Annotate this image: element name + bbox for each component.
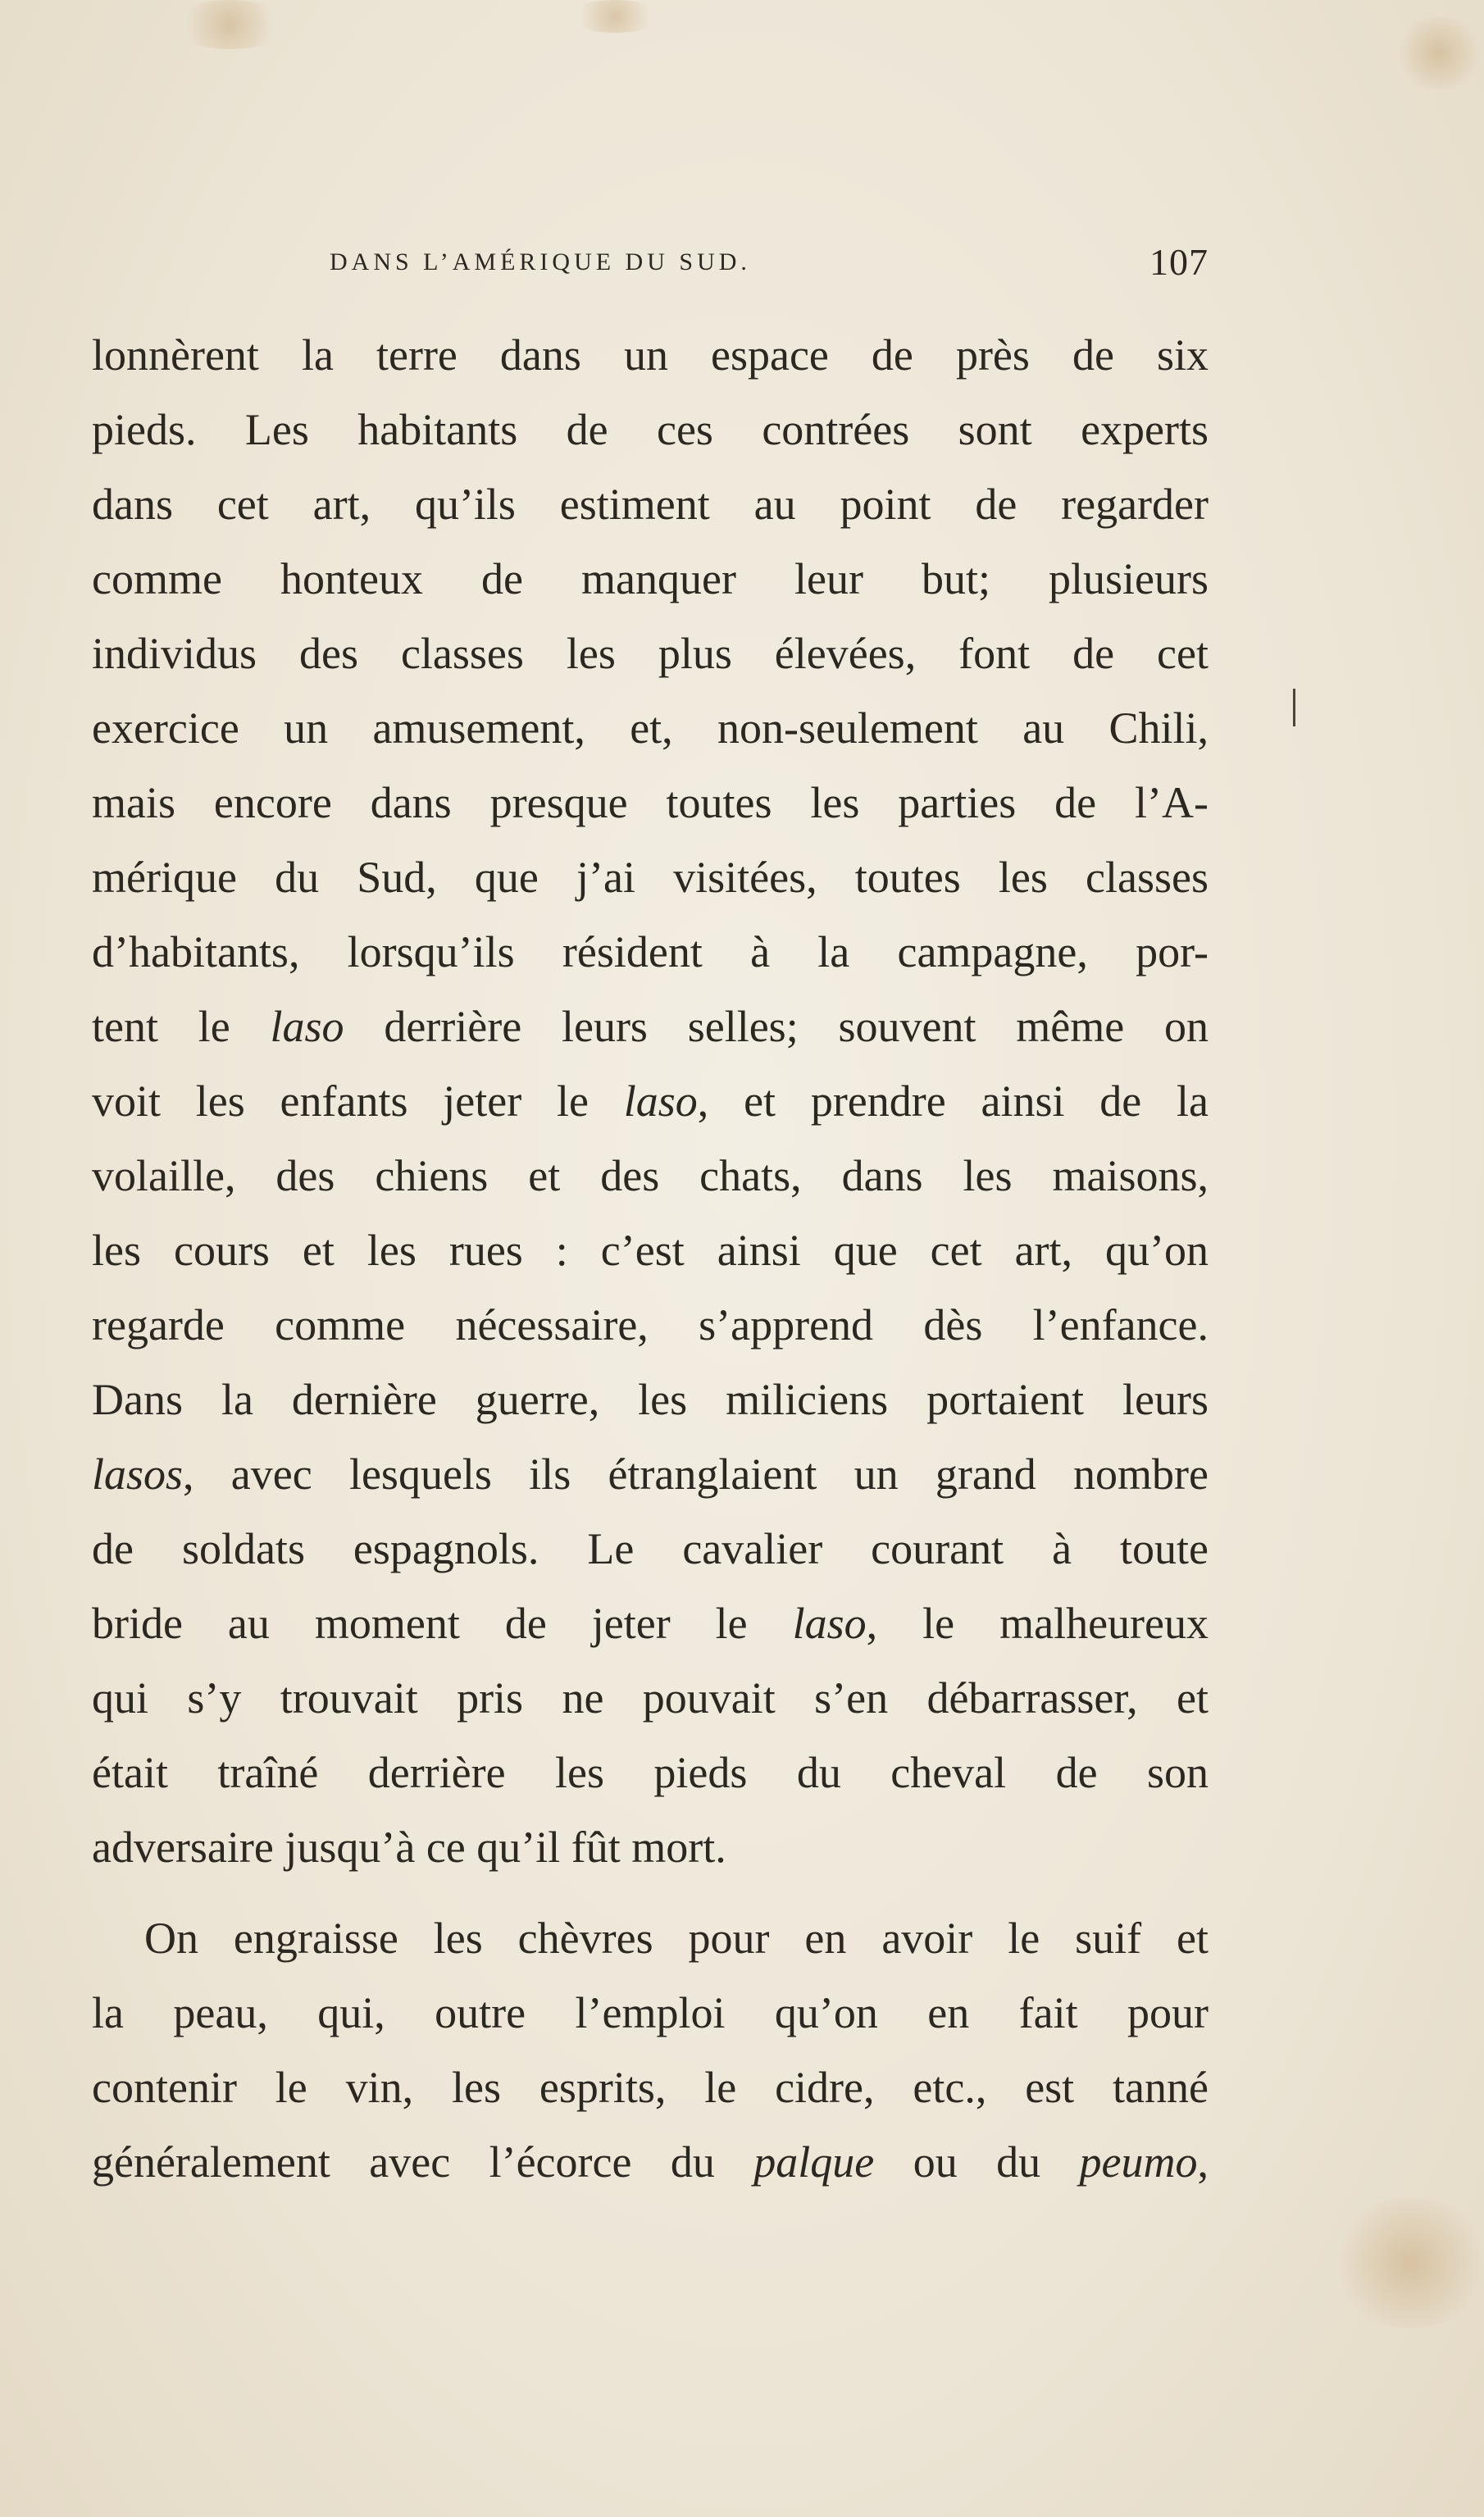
text-line (92, 1064, 1209, 1139)
text-line (92, 1437, 1209, 1512)
text-run: , avec lesquels ils étranglaient un grand nombre (183, 1450, 1209, 1499)
text-line: les cours et les rues : c’est ainsi que cet art, qu’on (92, 1226, 1209, 1275)
text-line: dans cet art, qu’ils estiment au point de regarder (92, 480, 1209, 529)
text-line: mérique du Sud, que j’ai visitées, toutes les classes (92, 853, 1209, 902)
running-head: DANS L’AMÉRIQUE DU SUD. (330, 248, 751, 275)
text-line (92, 2125, 1209, 2200)
text-line: On engraisse les chèvres pour en avoir le suif et (144, 1914, 1209, 1963)
page-header (92, 238, 1209, 287)
italic-word: laso (270, 1002, 344, 1051)
text-line (92, 1586, 1209, 1661)
text-run: , le malheureux (866, 1599, 1209, 1648)
margin-mark (1293, 689, 1295, 726)
text-line: Dans la dernière guerre, les miliciens portaient leurs (92, 1375, 1209, 1424)
text-line: exercice un amusement, et, non-seulement au Chili, (92, 703, 1209, 753)
foxing-stain (1328, 2197, 1484, 2328)
text-run: tent le (92, 1002, 271, 1051)
text-line: regarde comme nécessaire, s’apprend dès l’enfance. (92, 1300, 1209, 1350)
italic-word: peumo (1079, 2137, 1198, 2187)
foxing-stain (566, 0, 664, 33)
text-line: pieds. Les habitants de ces contrées sont experts (92, 405, 1209, 454)
text-line (92, 990, 1209, 1064)
text-line: comme honteux de manquer leur but; plusieurs (92, 554, 1209, 603)
italic-word: lasos (92, 1450, 184, 1499)
italic-word: laso (623, 1076, 698, 1126)
text-line: la peau, qui, outre l’emploi qu’on en fait pour (92, 1988, 1209, 2037)
text-run: , et prendre ainsi de la (697, 1076, 1209, 1126)
text-line: contenir le vin, les esprits, le cidre, etc., est tanné (92, 2063, 1209, 2112)
text-run: ou du (874, 2137, 1080, 2187)
text-run: , (1197, 2137, 1209, 2187)
text-line: qui s’y trouvait pris ne pouvait s’en débarrasser, et (92, 1673, 1209, 1723)
text-line: lonnèrent la terre dans un espace de près de six (92, 330, 1209, 380)
italic-word: palque (753, 2137, 875, 2187)
text-line: d’habitants, lorsqu’ils résident à la campagne, por- (92, 927, 1209, 976)
page-number: 107 (1149, 241, 1209, 283)
text-run: bride au moment de jeter le (92, 1599, 793, 1648)
text-run: voit les enfants jeter le (92, 1076, 624, 1126)
italic-word: laso (792, 1599, 867, 1648)
text-line: était traîné derrière les pieds du cheval de son (92, 1748, 1209, 1797)
foxing-stain (1394, 16, 1484, 90)
text-line: mais encore dans presque toutes les parties de l’A- (92, 778, 1209, 827)
text-line: de soldats espagnols. Le cavalier courant à toute (92, 1524, 1209, 1573)
text-run: derrière leurs selles; souvent même on (344, 1002, 1209, 1051)
foxing-stain (172, 0, 287, 49)
text-run: généralement avec l’écorce du (92, 2137, 754, 2187)
text-line: individus des classes les plus élevées, font de cet (92, 629, 1209, 678)
text-line: volaille, des chiens et des chats, dans les maisons, (92, 1151, 1209, 1200)
body-text (92, 318, 1209, 2200)
text-line: adversaire jusqu’à ce qu’il fût mort. (92, 1823, 726, 1872)
